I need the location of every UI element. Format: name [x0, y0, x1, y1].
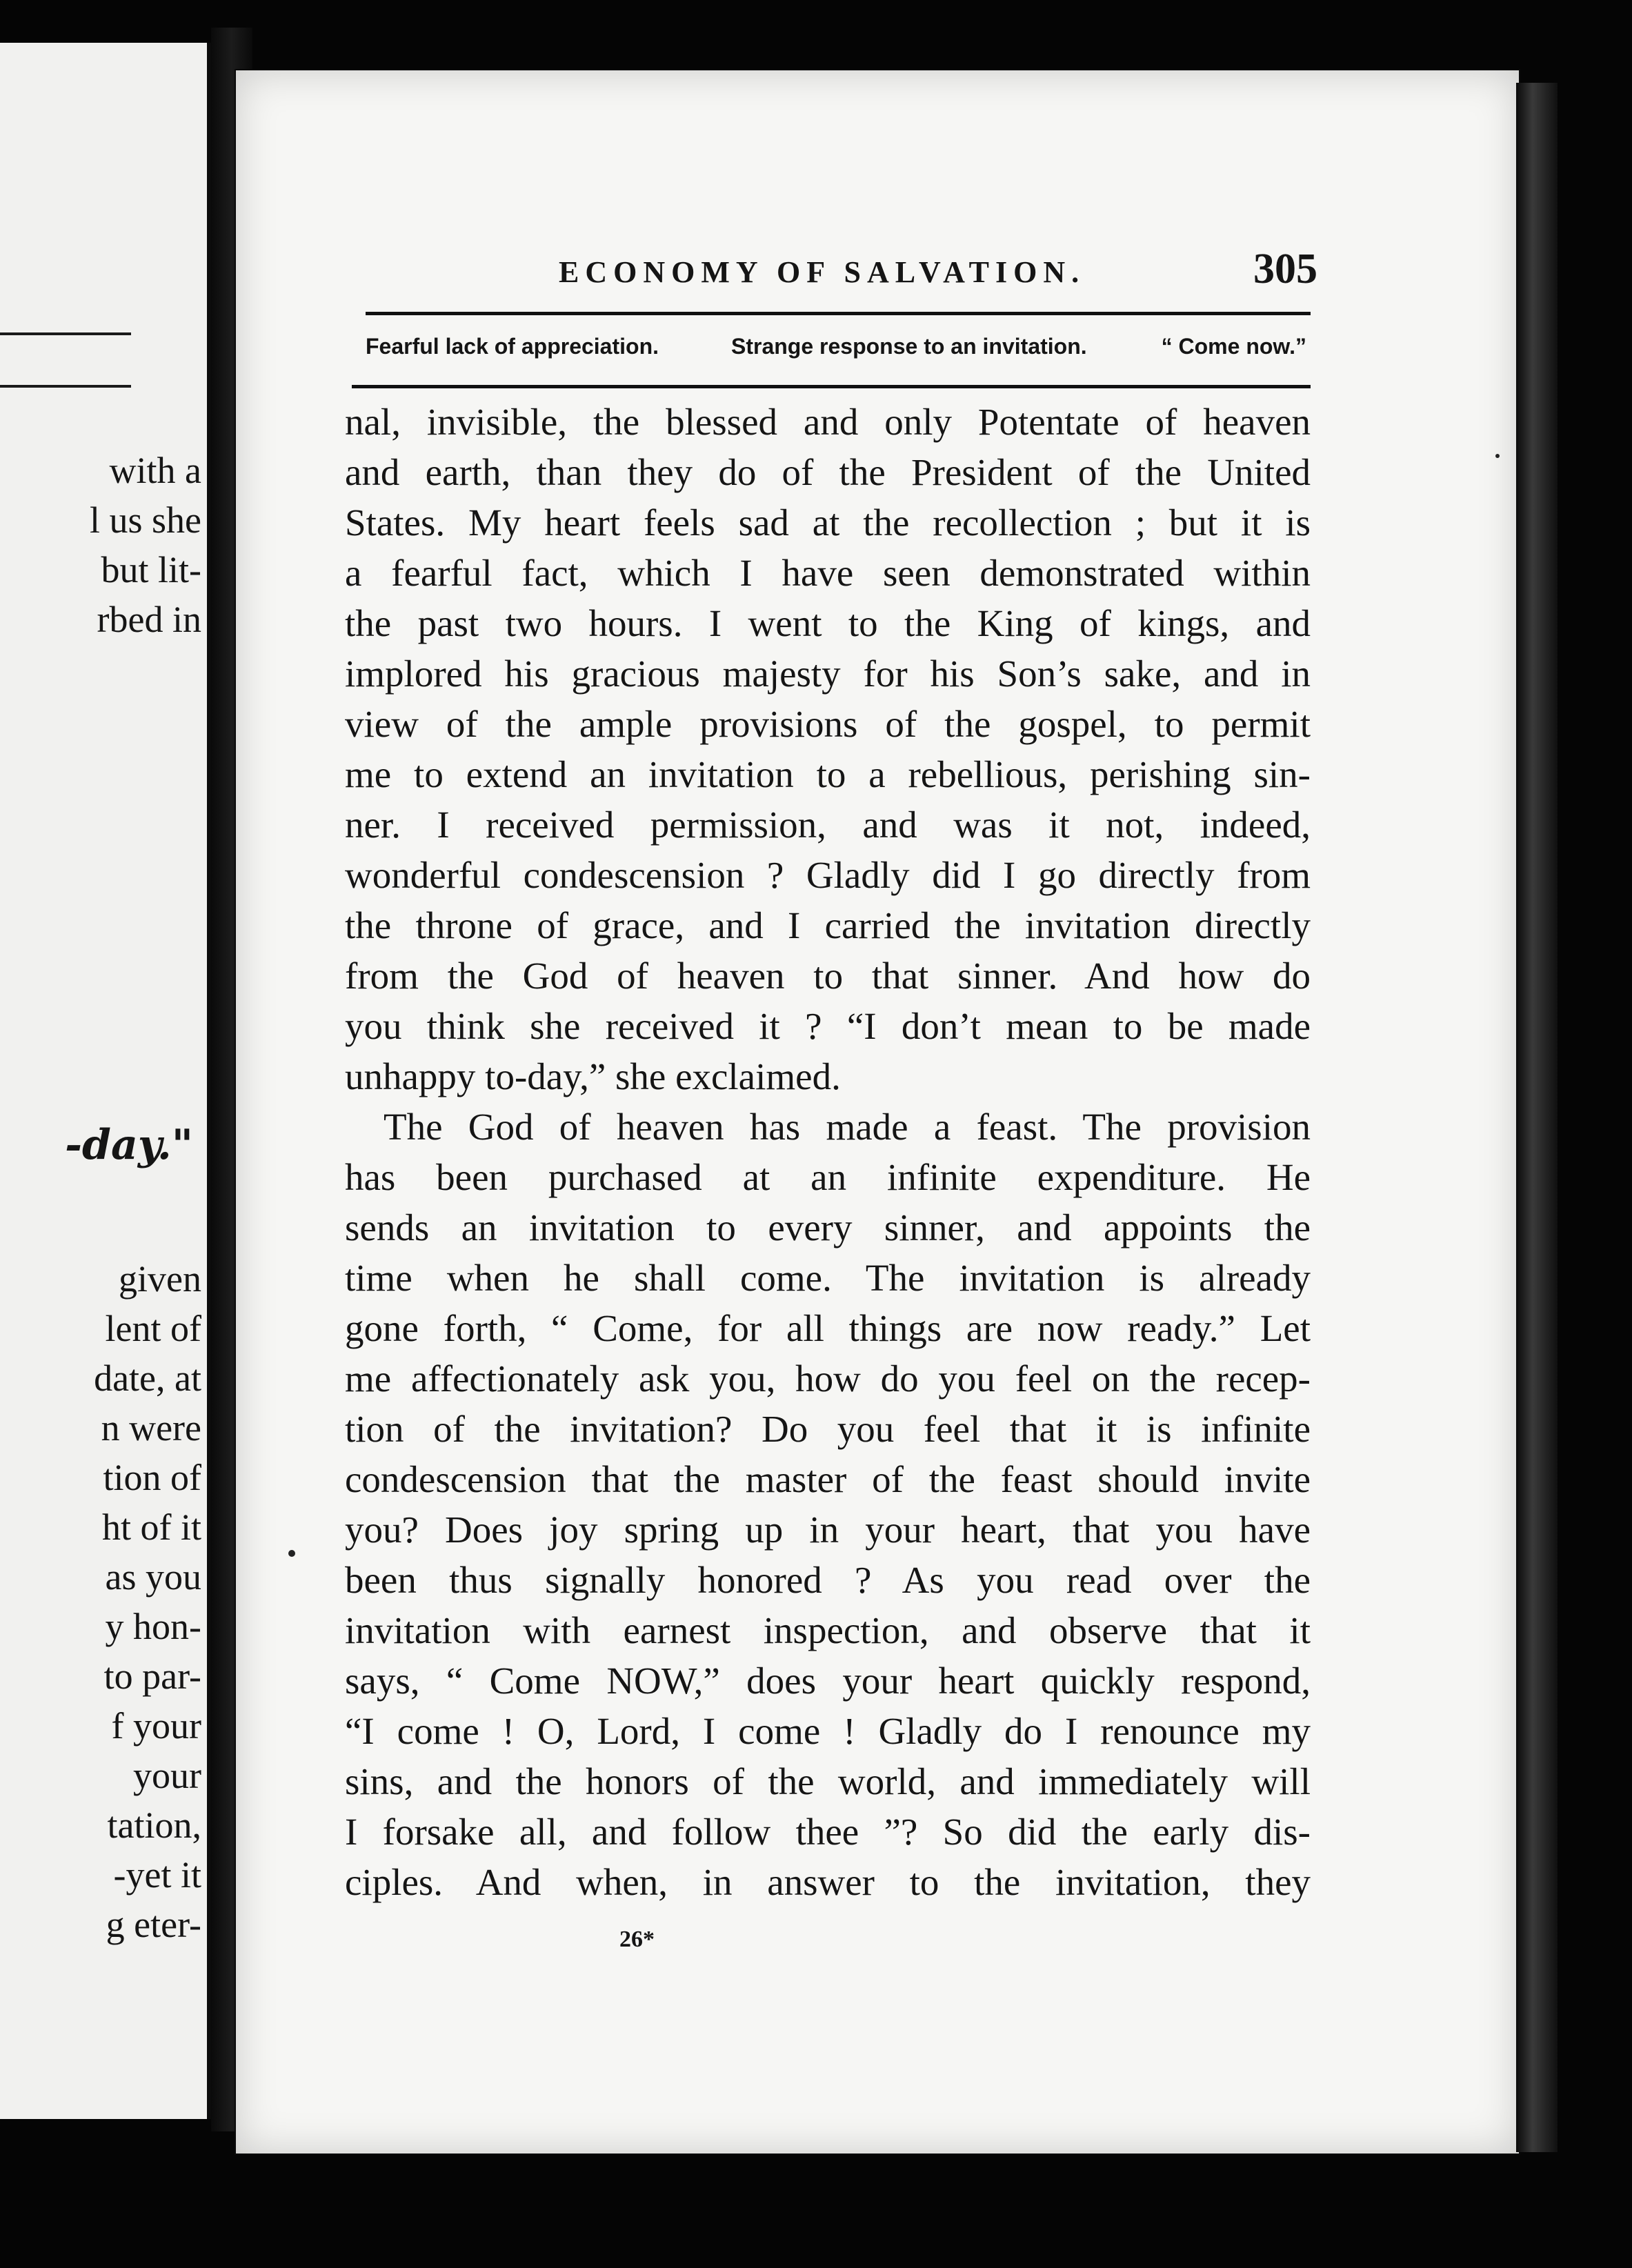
running-head: [324, 245, 1324, 307]
text-line: been thus signally honored ? As you read over the: [345, 1559, 1311, 1601]
ink-speck: [1495, 454, 1500, 458]
text-line: the past two hours. I went to the King of kings, and: [345, 602, 1311, 644]
signature-mark: 26*: [619, 1927, 655, 1952]
text-line: the throne of grace, and I carried the invitation directly: [345, 904, 1311, 946]
text-line: ciples. And when, in answer to the invitation, they: [345, 1861, 1311, 1903]
text-line: tion of the invitation? Do you feel that it is infinite: [345, 1408, 1311, 1450]
section-subheads: [366, 324, 1311, 372]
text-line: you? Does joy spring up in your heart, that you have: [345, 1509, 1311, 1551]
left-page-line: given: [119, 1258, 201, 1300]
text-line: “I come ! O, Lord, I come ! Gladly do I renounce my: [345, 1710, 1311, 1752]
left-page-line: ht of it: [102, 1506, 201, 1548]
left-page-line: tion of: [103, 1457, 201, 1498]
left-page-line: rbed in: [97, 599, 201, 640]
left-page-line: but lit-: [101, 549, 201, 590]
page-edge-shadow: [1516, 83, 1558, 2152]
text-line: from the God of heaven to that sinner. And how do: [345, 955, 1311, 997]
text-line: unhappy to-day,” she exclaimed.: [345, 1055, 841, 1097]
left-page-line: f your: [111, 1705, 201, 1747]
header-rule-top: [366, 312, 1311, 315]
left-page-line: with a: [109, 450, 201, 491]
text-line: view of the ample provisions of the gospel, to permit: [345, 703, 1311, 745]
left-page-line: y hon-: [105, 1606, 201, 1647]
subhead: Fearful lack of appreciation.: [366, 334, 659, 359]
text-line: ner. I received permission, and was it not, indeed,: [345, 804, 1311, 846]
left-page-rule-bottom: [0, 385, 131, 388]
text-line: you think she received it ? “I don’t mean to be made: [345, 1005, 1311, 1047]
text-line: States. My heart feels sad at the recollection ; but it is: [345, 501, 1311, 544]
text-line: time when he shall come. The invitation is already: [345, 1257, 1311, 1299]
running-title: ECONOMY OF SALVATION.: [559, 255, 1086, 289]
left-page-line: to par-: [103, 1655, 201, 1697]
subhead: “ Come now.”: [1161, 334, 1306, 359]
left-page-line: your: [133, 1755, 201, 1796]
left-page-line: tation,: [107, 1804, 201, 1846]
left-page-line: g eter-: [106, 1904, 201, 1945]
left-page-line: date, at: [94, 1357, 201, 1399]
text-line: says, “ Come NOW,” does your heart quickly respond,: [345, 1660, 1311, 1702]
text-line: me affectionately ask you, how do you feel on the recep-: [345, 1357, 1311, 1400]
left-page-line: lent of: [105, 1308, 201, 1349]
left-page-line: -yet it: [113, 1854, 201, 1896]
page-number: 305: [1253, 246, 1317, 292]
body-text: [345, 397, 1311, 1907]
subhead: Strange response to an invitation.: [731, 334, 1087, 359]
header-rule-bottom: [352, 385, 1311, 388]
text-line: a fearful fact, which I have seen demonstrated within: [345, 552, 1311, 594]
text-line: wonderful condescension ? Gladly did I go directly from: [345, 854, 1311, 896]
left-page-line: l us she: [90, 499, 201, 541]
text-line: I forsake all, and follow thee ”? So did the early dis-: [345, 1811, 1311, 1853]
text-line: me to extend an invitation to a rebellious, perishing sin-: [345, 753, 1311, 795]
left-page-line: as you: [105, 1556, 201, 1598]
text-line: The God of heaven has made a feast. The provision: [384, 1106, 1311, 1148]
ink-speck: [288, 1550, 295, 1557]
text-line: gone forth, “ Come, for all things are now ready.” Let: [345, 1307, 1311, 1349]
text-line: nal, invisible, the blessed and only Potentate of heaven: [345, 401, 1311, 443]
left-page-rule-top: [0, 332, 131, 335]
text-line: has been purchased at an infinite expenditure. He: [345, 1156, 1311, 1198]
left-page-line: n were: [101, 1407, 201, 1449]
text-line: sends an invitation to every sinner, and appoints the: [345, 1206, 1311, 1249]
text-line: and earth, than they do of the President of the United: [345, 451, 1311, 493]
text-line: implored his gracious majesty for his Son’s sake, and in: [345, 653, 1311, 695]
text-line: sins, and the honors of the world, and immediately will: [345, 1760, 1311, 1802]
left-page-heading-fragment: -day.": [65, 1121, 193, 1169]
left-facing-page: [0, 43, 211, 2119]
text-line: condescension that the master of the feast should invite: [345, 1458, 1311, 1500]
text-line: invitation with earnest inspection, and observe that it: [345, 1609, 1311, 1651]
